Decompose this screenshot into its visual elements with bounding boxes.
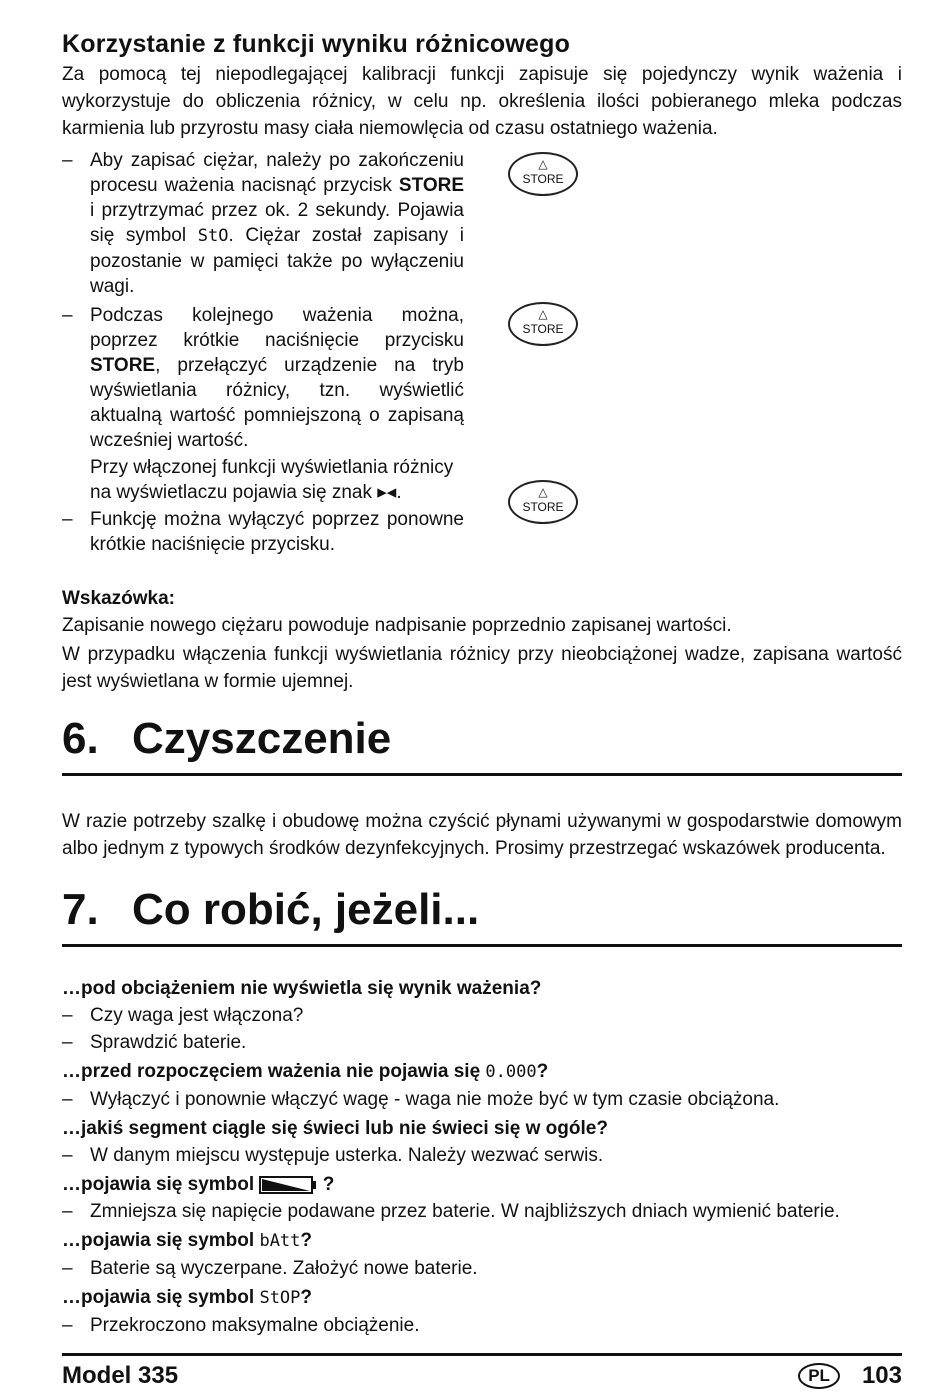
troubleshooting-list [62,975,902,1339]
answer: – Przekroczono maksymalne obciążenie. [62,1315,420,1336]
answer: – Wyłączyć i ponownie włączyć wagę - waga nie może być w tym czasie obciążona. [62,1089,780,1110]
dash-bullet: – [62,305,73,326]
list-item: – Funkcję można wyłączyć poprzez ponowne krótkie naciśnięcie przycisku. [62,509,464,555]
cleaning-text: W razie potrzeby szalkę i obudowę można czyścić płynami używanymi w gospodarstwie domowym albo jednym z typowych środków dezynfekcyjnych. Prosimy przestrzegać wskazówek producenta. [62,811,902,859]
store-button-icon: △ STORE [508,152,578,196]
list-item-continuation: Przy włączonej funkcji wyświetlania różnicy na wyświetlaczu pojawia się znak ▸◂. [90,457,454,503]
batt-symbol: bAtt [259,1231,301,1251]
answer: – Zmniejsza się napięcie podawane przez baterie. W najbliższych dniach wymienić baterie. [62,1201,840,1222]
language-badge: PL [798,1363,840,1389]
section-intro: Za pomocą tej niepodlegającej kalibracji funkcji zapisuje się pojedynczy wynik ważenia i wykorzystuje do obliczenia różnicy, w celu np. określenia ilości pobieranego mleka podczas karmienia lub przyrostu masy ciała niemowlęcia od czasu ostatniego ważenia. [62,64,902,139]
instruction-list [62,148,464,557]
answer: – W danym miejscu występuje usterka. Należy wezwać serwis. [62,1145,604,1166]
answer: – Baterie są wyczerpane. Założyć nowe baterie. [62,1258,478,1279]
model-name: Model 335 [62,1362,179,1389]
question: …pod obciążeniem nie wyświetla się wynik ważenia? [62,978,542,999]
store-instructions [62,148,902,557]
list-item: – Aby zapisać ciężar, należy po zakończeniu procesu ważenia nacisnąć przycisk STORE i przytrzymać przez ok. 2 sekundy. Pojawia się symbol StO. Ciężar został zapisany i pozostanie w pamięci także po wyłączeniu wagi. [62,150,464,297]
question: …pojawia się symbol bAtt? [62,1230,313,1251]
page-content [62,30,902,1339]
hint-text-1: Zapisanie nowego ciężaru powoduje nadpisanie poprzednio zapisanej wartości. [62,615,732,636]
list-item: – Podczas kolejnego ważenia można, poprzez krótkie naciśnięcie przycisku STORE, przełączyć urządzenie na tryb wyświetlania różnicy, tzn. wyświetlić aktualną wartość pomniejszoną o zapisaną wcześniej wartość. [62,305,464,451]
question: …jakiś segment ciągle się świeci lub nie świeci się w ogóle? [62,1118,608,1139]
dash-bullet: – [62,509,73,530]
chapter-6-heading: 6. Czyszczenie [62,711,902,776]
section-title: Korzystanie z funkcji wyniku różnicowego [62,30,571,58]
page-footer [62,1353,902,1390]
sto-symbol: StO [197,226,229,246]
question: …przed rozpoczęciem ważenia nie pojawia się 0.000? [62,1061,549,1082]
dash-bullet: – [62,150,73,171]
zero-symbol: 0.000 [485,1062,537,1082]
answer: – Sprawdzić baterie. [62,1032,247,1053]
store-button-icon: △ STORE [508,302,578,346]
store-button-icon: △ STORE [508,480,578,524]
page-number: 103 [861,1362,902,1389]
hint-title: Wskazówka: [62,588,175,609]
battery-low-icon [259,1176,317,1194]
answer: – Czy waga jest włączona? [62,1005,304,1026]
chapter-7-heading: 7. Co robić, jeżeli... [62,882,902,947]
store-keyword: STORE [90,355,156,376]
question: …pojawia się symbol StOP? [62,1287,313,1308]
question: …pojawia się symbol ? [62,1174,335,1195]
store-icons [464,148,902,557]
stop-symbol: StOP [259,1288,301,1308]
store-keyword: STORE [398,175,464,196]
hint-text-2: W przypadku włączenia funkcji wyświetlania różnicy przy nieobciążonej wadze, zapisana wartość jest wyświetlana w formie ujemnej. [62,644,902,692]
